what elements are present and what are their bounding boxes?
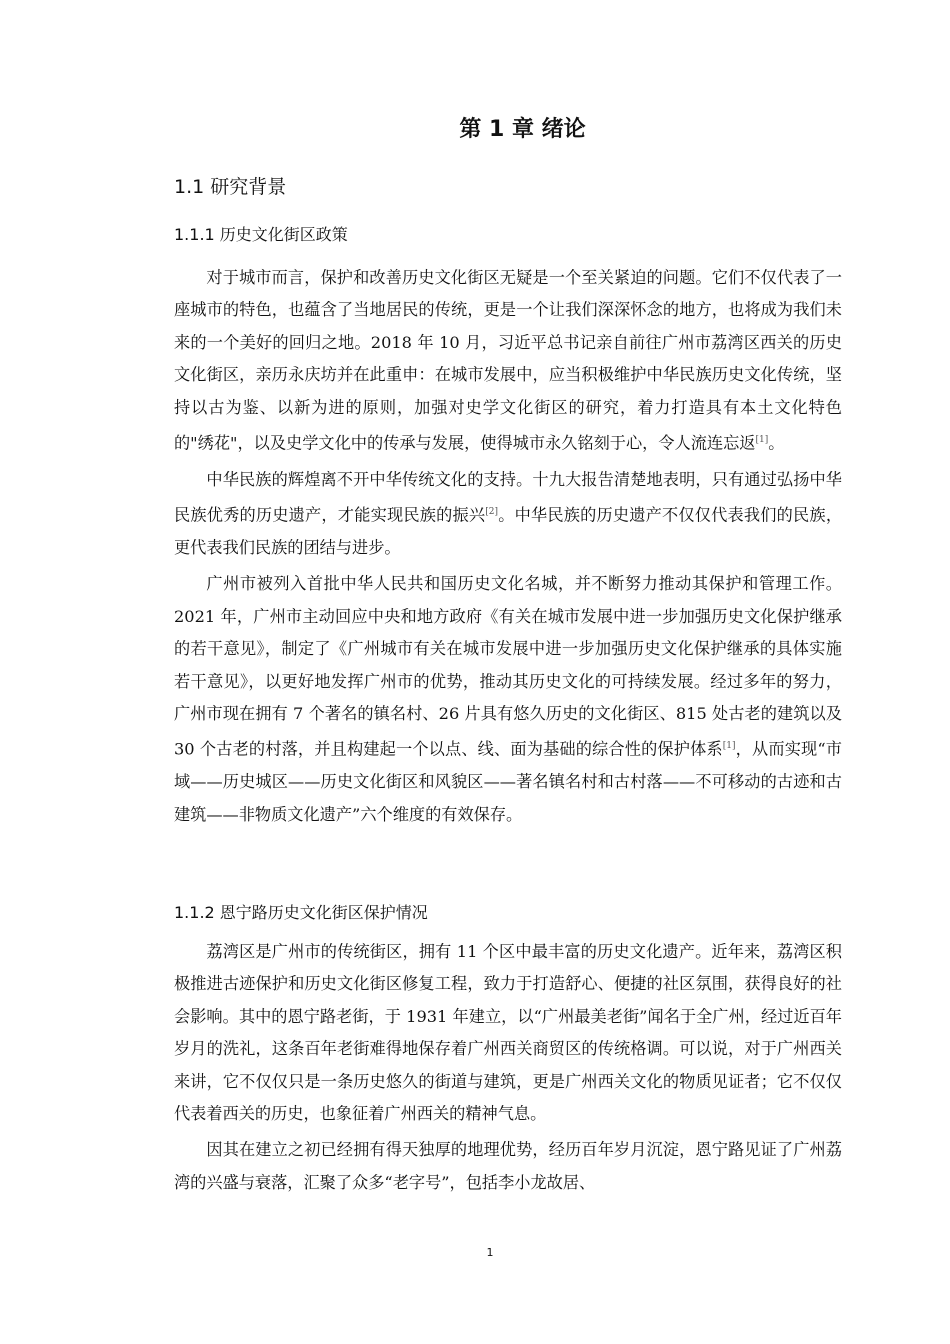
paragraph	[174, 568, 842, 831]
paragraph-text: 。中华民族的历史遗产不仅仅代表我们的民族，更代表我们民族的团结与进步。	[174, 505, 843, 558]
paragraph-text: ，从而实现“市域——历史城区——历史文化街区和风貌区——著名镇名村和古村落——不可移动的古迹和古建筑——非物质文化遗产”六个维度的有效保存。	[174, 739, 842, 824]
section-1-1-2-body	[174, 936, 842, 1203]
citation-ref: [2]	[485, 507, 498, 518]
paragraph	[174, 262, 842, 460]
section-heading-1-1-1: 1.1.1 历史文化街区政策	[174, 225, 348, 244]
section-heading-1-1-2: 1.1.2 恩宁路历史文化街区保护情况	[174, 903, 428, 922]
paragraph-text: 对于城市而言，保护和改善历史文化街区无疑是一个至关紧迫的问题。它们不仅代表了一座城市的特色，也蕴含了当地居民的传统，更是一个让我们深深怀念的地方，也将成为我们未来的一个美好的回归之地。2018 年 10 月，习近平总书记亲自前往广州市荔湾区西关的历史文化街区，亲历永庆坊并在此重申：在城市发展中，应当积极维护中华民族历史文化传统，坚持以古为鉴、以新为进的原则，加强对史学文化街区的研究，着力打造具有本土文化特色的"绣花"，以及史学文化中的传承与发展，使得城市永久铭刻于心，令人流连忘返	[174, 268, 842, 453]
section-1-1-1-body	[174, 262, 842, 835]
paragraph-text: 中华民族的辉煌离不开中华传统文化的支持。十九大报告清楚地表明，只有通过弘扬中华民族优秀的历史遗产，才能实现民族的振兴	[174, 469, 842, 525]
paragraph	[174, 464, 842, 565]
paragraph: 荔湾区是广州市的传统街区，拥有 11 个区中最丰富的历史文化遗产。近年来，荔湾区积极推进古迹保护和历史文化街区修复工程，致力于打造舒心、便捷的社区氛围，获得良好的社会影响。其中的恩宁路老街，于 1931 年建立，以“广州最美老街”闻名于全广州，经过近百年岁月的洗礼，这条百年老街难得地保存着广州西关商贸区的传统格调。可以说，对于广州西关来讲，它不仅仅只是一条历史悠久的街道与建筑，更是广州西关文化的物质见证者；它不仅仅代表着西关的历史，也象征着广州西关的精神气息。	[174, 942, 842, 1124]
citation-ref: [1]	[755, 435, 769, 446]
page-number: 1	[486, 1246, 494, 1259]
paragraph-text: 广州市被列入首批中华人民共和国历史文化名城，并不断努力推动其保护和管理工作。2021 年，广州市主动回应中央和地方政府《有关在城市发展中进一步加强历史文化保护继承的若干意见》，制定了《广州城市有关在城市发展中进一步加强历史文化保护继承的具体实施若干意见》，以更好地发挥广州市的优势，推动其历史文化的可持续发展。经过多年的努力，广州市现在拥有 7 个著名的镇名村、26 片具有悠久历史的文化街区、815 处古老的建筑以及 30 个古老的村落，并且构建起一个以点、线、面为基础的综合性的保护体系	[174, 574, 842, 759]
paragraph: 因其在建立之初已经拥有得天独厚的地理优势，经历百年岁月沉淀，恩宁路见证了广州荔湾的兴盛与衰落，汇聚了众多“老字号”，包括李小龙故居、	[174, 1140, 842, 1192]
citation-ref: [1]	[722, 741, 736, 752]
chapter-title: 第 1 章 绪论	[459, 117, 586, 142]
paragraph-text: 。	[768, 433, 785, 453]
section-heading-1-1: 1.1 研究背景	[174, 176, 287, 198]
